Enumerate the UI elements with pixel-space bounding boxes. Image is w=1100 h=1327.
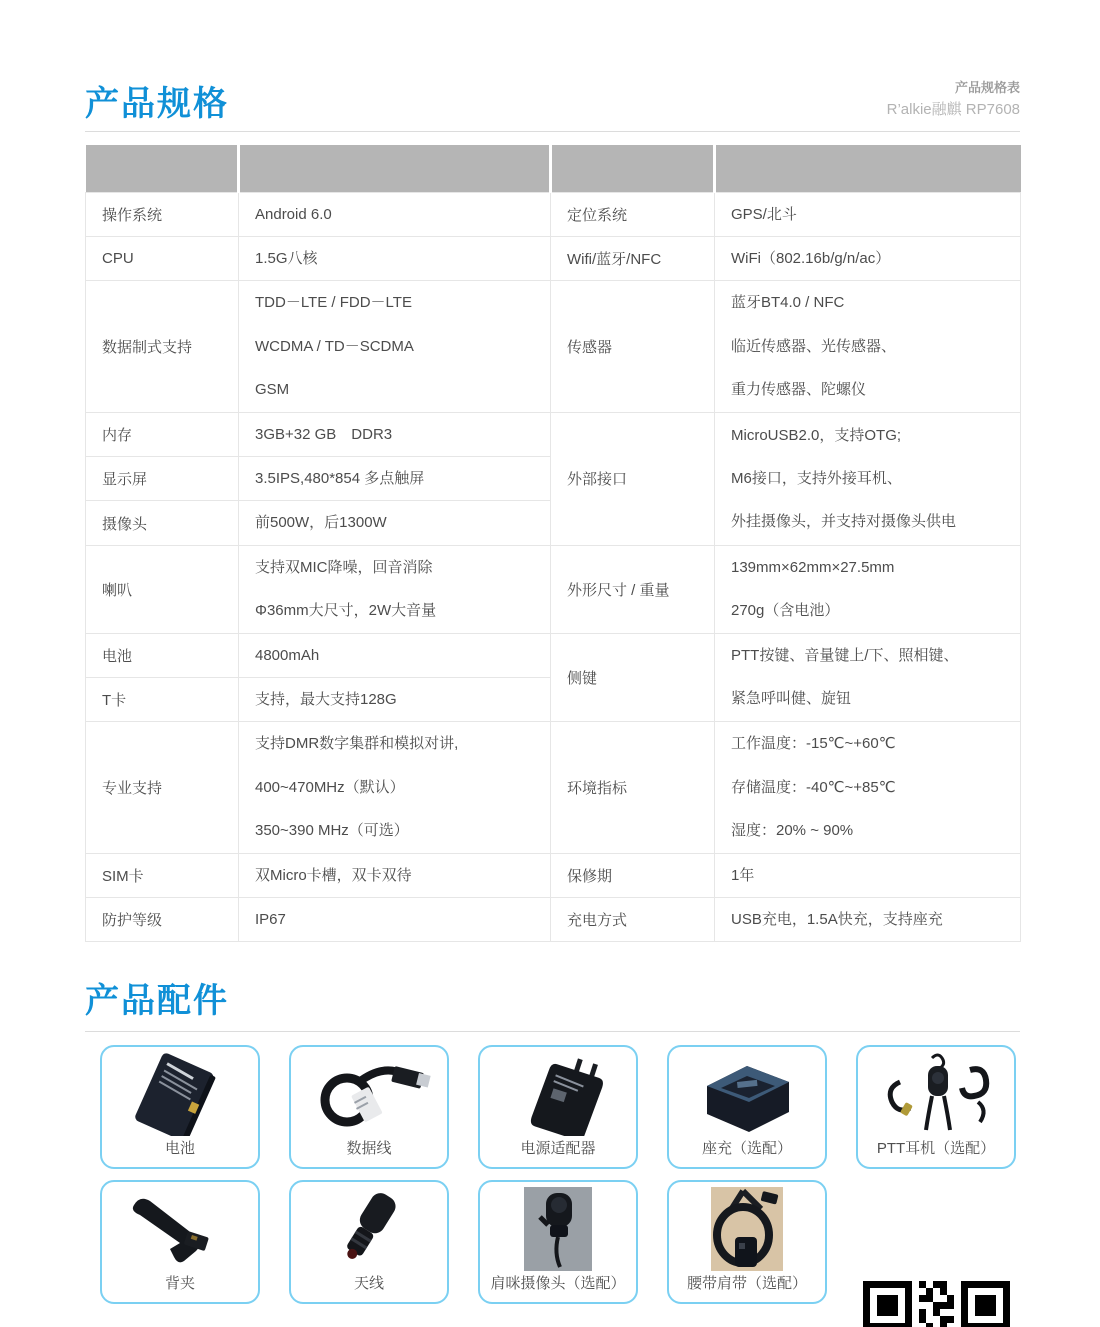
table-header-cell: [551, 145, 715, 192]
spec-value: TDD－LTE / FDD－LTE WCDMA / TD－SCDMA GSM: [239, 281, 551, 412]
spec-value: WiFi（802.16b/g/n/ac）: [715, 236, 1021, 280]
spec-label: T卡: [86, 677, 239, 721]
speaker-mic-photo: [480, 1186, 636, 1272]
accessory-card-harness: [667, 1180, 827, 1304]
spec-label: 数据制式支持: [86, 281, 239, 412]
belt-harness-photo: [669, 1186, 825, 1272]
table-header-row: [86, 145, 1021, 192]
accessory-label: 电池: [164, 1140, 195, 1157]
accessory-label: 肩咪摄像头（选配）: [490, 1275, 626, 1292]
spec-table: [85, 145, 1021, 942]
page-title: 产品规格: [85, 85, 229, 123]
spec-label: 防护等级: [86, 898, 239, 942]
spec-value: Android 6.0: [239, 192, 551, 236]
spec-label: CPU: [86, 236, 239, 280]
spec-label: SIM卡: [86, 853, 239, 897]
accessory-card-antenna: [289, 1180, 449, 1304]
table-row: [86, 853, 1021, 897]
ptt-earphone-photo: [858, 1051, 1014, 1137]
table-row: [86, 722, 1021, 853]
spec-label: 充电方式: [551, 898, 715, 942]
table-row: [86, 898, 1021, 942]
accessory-card-belt-clip: [100, 1180, 260, 1304]
accessories-grid: [100, 1045, 1030, 1304]
accessory-label: 腰带肩带（选配）: [686, 1275, 807, 1292]
accessory-label: 电源适配器: [520, 1140, 596, 1157]
spec-value: 前500W，后1300W: [239, 501, 551, 545]
spec-value: 支持双MIC降噪，回音消除 Φ36mm大尺寸，2W大音量: [239, 545, 551, 633]
power-adapter-photo: [480, 1051, 636, 1137]
spec-label: 侧键: [551, 633, 715, 722]
doc-type-label: 产品规格表: [954, 80, 1020, 95]
divider: [85, 131, 1020, 132]
spec-label: 内存: [86, 412, 239, 456]
spec-label: 传感器: [551, 281, 715, 412]
charging-cradle-photo: [669, 1051, 825, 1137]
spec-value: 4800mAh: [239, 633, 551, 677]
spec-value: 3GB+32 GB DDR3: [239, 412, 551, 456]
spec-label: 外部接口: [551, 412, 715, 545]
belt-clip-photo: [102, 1186, 258, 1272]
spec-value: 139mm×62mm×27.5mm 270g（含电池）: [715, 545, 1021, 633]
table-row: [86, 633, 1021, 677]
antenna-photo: [291, 1186, 447, 1272]
accessories-title: 产品配件: [85, 982, 229, 1020]
divider: [85, 1031, 1020, 1032]
accessory-label: 数据线: [346, 1140, 392, 1157]
accessory-label: 座充（选配）: [701, 1140, 792, 1157]
accessory-label: 背夹: [164, 1275, 195, 1292]
table-row: [86, 281, 1021, 412]
spec-label: 显示屏: [86, 456, 239, 500]
spec-value: 3.5IPS,480*854 多点触屏: [239, 456, 551, 500]
battery-photo: [102, 1051, 258, 1137]
table-row: [86, 236, 1021, 280]
spec-value: MicroUSB2.0，支持OTG; M6接口，支持外接耳机、 外挂摄像头，并支持对摄像头供电: [715, 412, 1021, 545]
spec-label: 摄像头: [86, 501, 239, 545]
qr-code: [863, 1281, 1010, 1327]
table-header-cell: [86, 145, 239, 192]
spec-value: 支持，最大支持128G: [239, 677, 551, 721]
model-label: R’alkie融麒 RP7608: [886, 101, 1020, 118]
spec-value: 支持DMR数字集群和模拟对讲, 400~470MHz（默认） 350~390 MHz（可选）: [239, 722, 551, 853]
spec-label: 保修期: [551, 853, 715, 897]
spec-value: 工作温度：-15℃~+60℃ 存储温度：-40℃~+85℃ 湿度：20% ~ 90%: [715, 722, 1021, 853]
spec-label: 喇叭: [86, 545, 239, 633]
spec-value: IP67: [239, 898, 551, 942]
table-row: [86, 192, 1021, 236]
spec-label: 外形尺寸 / 重量: [551, 545, 715, 633]
accessory-card-cradle: [667, 1045, 827, 1169]
accessory-card-cable: [289, 1045, 449, 1169]
accessory-card-battery: [100, 1045, 260, 1169]
spec-label: Wifi/蓝牙/NFC: [551, 236, 715, 280]
header-right: [887, 78, 1020, 122]
spec-value: 1年: [715, 853, 1021, 897]
accessory-card-speaker-mic: [478, 1180, 638, 1304]
table-header-cell: [715, 145, 1021, 192]
spec-label: 定位系统: [551, 192, 715, 236]
table-row: [86, 545, 1021, 633]
accessory-label: 天线: [353, 1275, 384, 1292]
spec-value: USB充电，1.5A快充，支持座充: [715, 898, 1021, 942]
spec-value: 1.5G八核: [239, 236, 551, 280]
table-header-cell: [239, 145, 551, 192]
spec-value: 蓝牙BT4.0 / NFC 临近传感器、光传感器、 重力传感器、陀螺仪: [715, 281, 1021, 412]
spec-value: 双Micro卡槽，双卡双待: [239, 853, 551, 897]
spec-label: 专业支持: [86, 722, 239, 853]
table-row: [86, 412, 1021, 456]
accessory-label: PTT耳机（选配）: [876, 1140, 996, 1157]
spec-value: PTT按键、音量键上/下、照相键、 紧急呼叫健、旋钮: [715, 633, 1021, 722]
spec-label: 电池: [86, 633, 239, 677]
accessory-card-adapter: [478, 1045, 638, 1169]
spec-label: 环境指标: [551, 722, 715, 853]
spec-value: GPS/北斗: [715, 192, 1021, 236]
accessory-card-ptt-earphone: [856, 1045, 1016, 1169]
spec-label: 操作系统: [86, 192, 239, 236]
data-cable-photo: [291, 1051, 447, 1137]
